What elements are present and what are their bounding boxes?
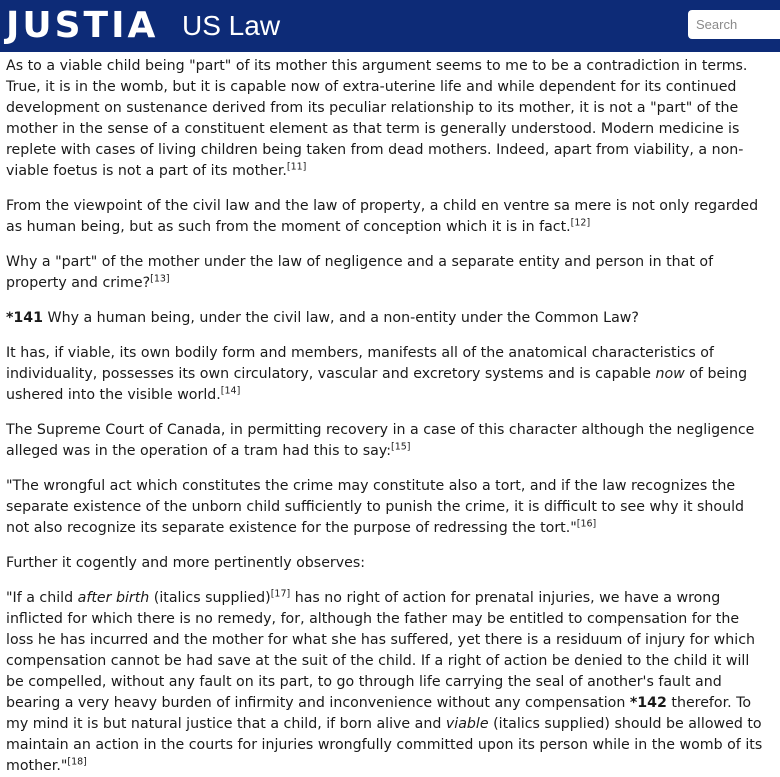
page-marker: *142 [629,695,667,711]
paragraph [6,56,770,182]
paragraph-text: As to a viable child being "part" of its mother this argument seems to me to be a contradiction in terms. True, it is in the womb, but it is capable now of extra-uterine life and while dependent for its continued development on sustenance derived from its peculiar relationship to its mother, it is not a "part" of the mother in the sense of a constituent element as that term is generally understood. Modern medicine is replete with cases of living children being taken from dead mothers. Indeed, apart from viability, a non-viable foetus is not a part of its mother. [6,58,748,179]
paragraph [6,476,770,539]
paragraph [6,252,770,294]
paragraph-text: Further it cogently and more pertinently observes: [6,555,366,571]
italic-text: after birth [77,590,150,606]
footnote-link[interactable]: [12] [570,217,591,229]
paragraph-text: (italics supplied) should be allowed to maintain an action in the courts for injuries wrongfully committed upon its person while in the womb of its mother." [6,716,763,774]
footnote-link[interactable]: [17] [270,588,291,600]
page-marker: *141 [6,310,44,326]
us-law-link[interactable]: US Law [182,10,281,41]
paragraph-text: Why a human being, under the civil law, and a non-entity under the Common Law? [43,310,639,326]
paragraph [6,553,770,574]
paragraph-text: From the viewpoint of the civil law and the law of property, a child en ventre sa mere is not only regarded as human being, but as such from the moment of conception which it is in fact. [6,198,759,235]
footnote-link[interactable]: [13] [150,273,170,285]
opinion-text [0,52,780,777]
footnote-link[interactable]: [14] [220,385,241,397]
paragraph-text: has no right of action for prenatal injuries, we have a wrong inflicted for which there is no remedy, for, although the father may be entitled to compensation for the loss he has incurred and the mother for what she has suffered, yet there is a residuum of injury for which compensation cannot be had save at the suit of the child. If a right of action be denied to the child it will be compelled, without any fault on its part, to go through life carrying the seal of another's fault and bearing a very heavy burden of infirmity and inconvenience without any compensation [6,590,756,711]
footnote-link[interactable]: [18] [67,756,87,768]
paragraph [6,343,770,406]
italic-text: now [655,366,685,382]
paragraph [6,196,770,238]
site-header [0,0,780,52]
paragraph-text: "If a child [6,590,78,606]
footnote-link[interactable]: [16] [576,518,597,530]
paragraph [6,420,770,462]
paragraph-text: of being ushered into the visible world. [6,366,748,403]
paragraph-text: The Supreme Court of Canada, in permitting recovery in a case of this character although the negligence alleged was in the operation of a tram had this to say: [6,422,755,459]
paragraph [6,588,770,777]
paragraph [6,308,770,329]
paragraph-text: Why a "part" of the mother under the law of negligence and a separate entity and person in that of property and crime? [6,254,714,291]
justia-logo[interactable]: JUSTIA [6,5,159,46]
footnote-link[interactable]: [11] [286,161,307,173]
paragraph-text: "The wrongful act which constitutes the crime may constitute also a tort, and if the law recognizes the separate existence of the unborn child sufficiently to punish the crime, it is difficult to see why it should not also recognize its separate existence for the purpose of redressing the tort." [6,478,745,536]
search-input[interactable] [688,10,780,39]
italic-text: viable [445,716,489,732]
footnote-link[interactable]: [15] [391,441,411,453]
paragraph-text: (italics supplied) [149,590,271,606]
paragraph-text: It has, if viable, its own bodily form and members, manifests all of the anatomical characteristics of individuality, possesses its own circulatory, vascular and excretory systems and is capable [6,345,714,382]
paragraph-text: therefor. To my mind it is but natural justice that a child, if born alive and [6,695,752,732]
